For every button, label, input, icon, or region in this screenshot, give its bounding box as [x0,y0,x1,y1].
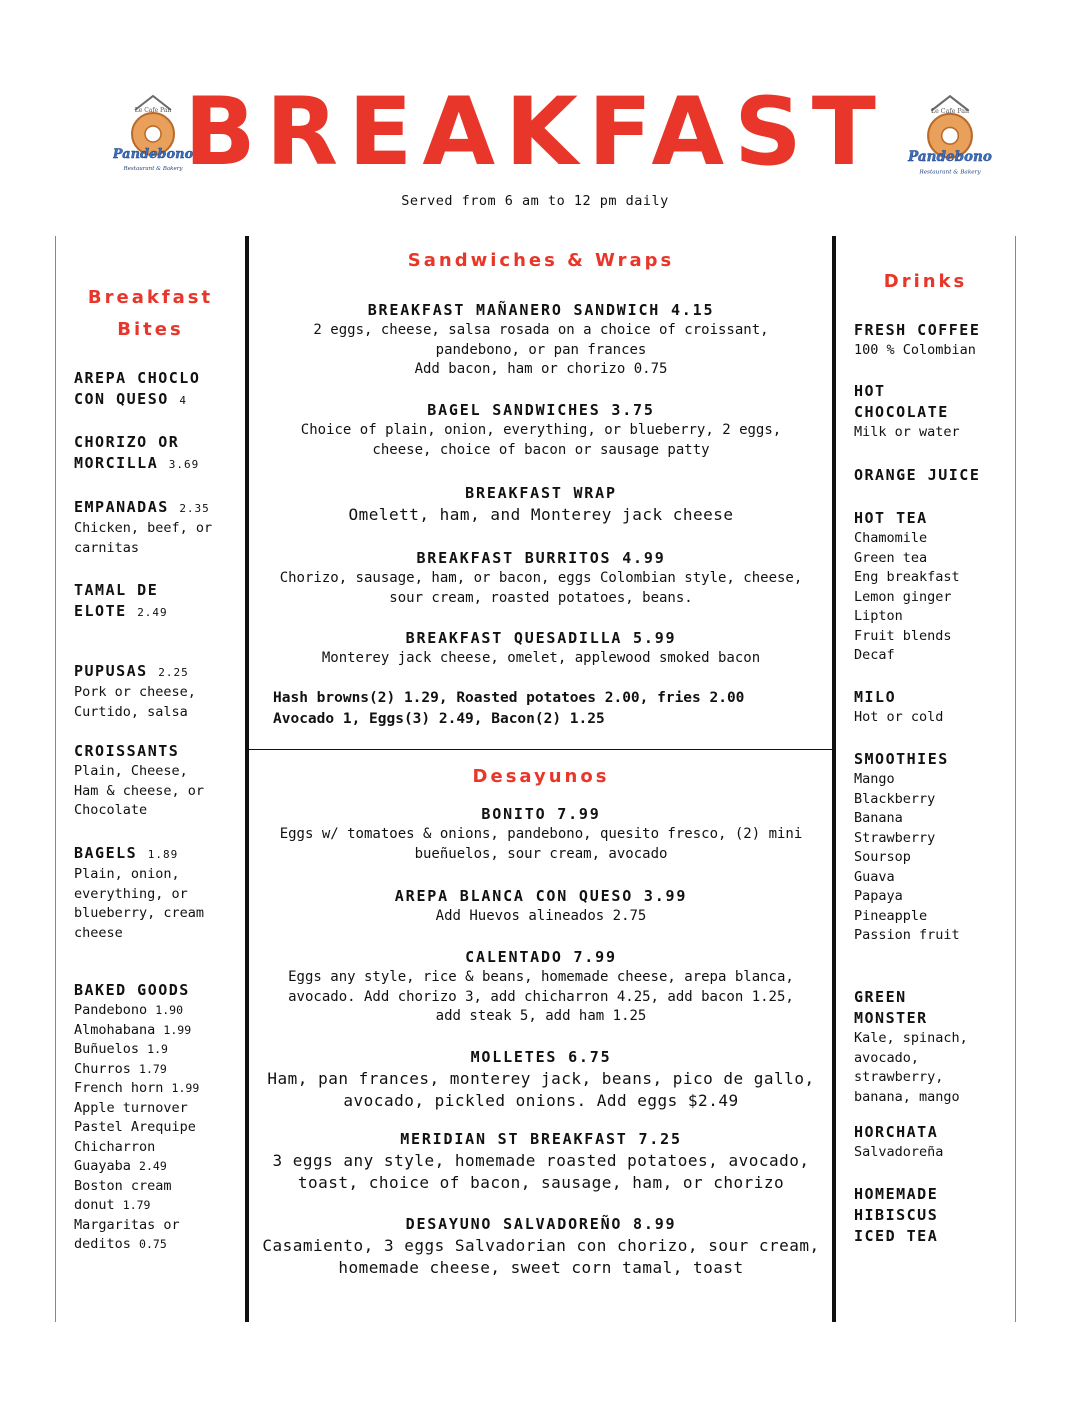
baked-good-name: Guayaba [74,1158,131,1174]
right-outer-rule [1015,236,1016,1322]
baked-good-item [74,1060,239,1080]
bite-description: Pork or cheese, [74,684,196,700]
svg-text:Pandebono: Pandebono [908,148,992,165]
bite-name-row [74,453,244,475]
drink-name: HORCHATA [854,1123,939,1141]
baked-good-price: 1.79 [139,1061,167,1076]
bite-item [74,741,244,821]
baked-good-item [74,1079,239,1099]
baked-good-name: Chicharron [74,1138,156,1155]
menu-item-description: Add bacon, ham or chorizo 0.75 [414,361,668,377]
drink-name: HOMEMADE [854,1185,939,1203]
drink-description: Pineapple [854,907,928,924]
menu-item [249,804,833,864]
menu-item-description: 3 eggs any style, homemade roasted potatoes, avocado, [272,1151,810,1170]
baked-good-price: 1.99 [171,1081,200,1095]
drink-item [854,687,1014,728]
menu-item-name: AREPA BLANCA CON QUESO 3.99 [394,887,688,905]
drink-description: Strawberry [854,829,936,846]
menu-item-description: Monterey jack cheese, omelet, applewood smoked bacon [321,650,761,666]
bite-price: 2.35 [179,502,210,515]
bite-name-row [74,843,244,865]
drink-item [854,381,1014,443]
bite-name: AREPA CHOCLO [74,369,201,387]
drink-item [854,508,1014,666]
drink-description: Papaya [854,888,903,904]
baked-good-item [74,1235,239,1255]
bite-description: blueberry, cream [74,905,205,921]
baked-goods-section [74,980,239,1255]
bite-description: cheese [74,924,123,941]
menu-item-name: BREAKFAST MAÑANERO SANDWICH 4.15 [367,301,715,319]
menu-item [249,483,833,526]
serving-hours: Served from 6 am to 12 pm daily [401,193,669,209]
bite-name: EMPANADAS [74,498,169,516]
sandwiches-heading: Sandwiches & Wraps [407,250,675,271]
menu-item-description: bueñuelos, sour cream, avocado [414,845,668,862]
menu-item-name: BREAKFAST WRAP [465,484,617,502]
drink-name: MILO [854,688,897,706]
breakfast-bites-heading-line1: Breakfast [87,287,214,308]
sides-extras-line: Hash browns(2) 1.29, Roasted potatoes 2.00, fries 2.00 [273,690,745,706]
bite-name: TAMAL DE [74,581,159,599]
drink-description: strawberry, [854,1069,944,1085]
drink-name: GREEN [854,988,907,1006]
drink-name: HIBISCUS [854,1206,939,1224]
baked-good-item [74,1040,239,1060]
menu-item [249,886,833,927]
drink-item [854,465,1014,486]
menu-item [249,1129,833,1194]
baked-good-item [74,1157,239,1177]
menu-item-description: pandebono, or pan frances [435,341,647,358]
bite-price: 3.69 [168,458,200,471]
baked-good-price: 0.75 [139,1237,167,1251]
baked-good-name: deditos [74,1236,131,1252]
menu-item-name: BAGEL SANDWICHES 3.75 [427,401,655,419]
baked-good-item [74,1118,239,1138]
drink-description: Hot or cold [854,709,944,725]
drink-description: Lipton [854,608,903,624]
center-section-divider [249,749,833,750]
breakfast-bites-heading [56,282,245,346]
bite-description: everything, or [74,885,188,902]
baked-good-price: 1.9 [147,1042,168,1056]
drink-description: Soursop [854,849,911,865]
bite-name-row [74,389,244,411]
menu-item [249,947,833,1027]
drink-name: FRESH COFFEE [854,321,981,339]
baked-good-item [74,1138,239,1158]
menu-item-name: MERIDIAN ST BREAKFAST 7.25 [400,1130,682,1148]
bite-name: CROISSANTS [74,742,180,760]
drink-item [854,320,1014,361]
menu-item-description: Add Huevos alineados 2.75 [435,908,647,924]
menu-item-description: Casamiento, 3 eggs Salvadorian con chorizo, sour cream, [262,1236,820,1255]
baked-good-name: French horn [74,1080,164,1096]
drink-description: Banana [854,810,903,826]
drink-description: Green tea [854,549,928,566]
drink-name: HOT TEA [854,509,928,527]
baked-good-item [74,1001,239,1021]
page-title: BREAKFAST [184,78,886,187]
drink-description: Passion fruit [854,927,960,943]
drink-description: Lemon ginger [854,588,952,605]
menu-item-description: 2 eggs, cheese, salsa rosada on a choice of croissant, [313,322,769,338]
baked-goods-title: BAKED GOODS [74,981,190,999]
menu-item-description: avocado. Add chorizo 3, add chicharron 4.25, add bacon 1.25, [288,988,794,1005]
drink-description: Eng breakfast [854,569,960,585]
bite-item [74,580,244,623]
drink-description: 100 % Colombian [854,342,976,358]
menu-item-name: MOLLETES 6.75 [470,1048,612,1066]
menu-item-description: Ham, pan frances, monterey jack, beans, pico de gallo, [267,1069,815,1088]
drink-name: CHOCOLATE [854,403,949,421]
baked-good-price: 1.90 [155,1003,183,1017]
baked-good-item [74,1021,239,1041]
baked-good-name: Churros [74,1060,131,1077]
drink-description: Mango [854,771,895,787]
menu-item-description: toast, choice of bacon, sausage, ham, or chorizo [297,1173,785,1192]
drink-description: Salvadoreña [854,1144,944,1160]
bite-price: 4 [179,394,187,407]
bite-description: Plain, Cheese, [74,763,188,779]
bite-description: carnitas [74,539,140,556]
drink-description: Milk or water [854,424,960,440]
bite-description: Chocolate [74,802,148,818]
drink-description: Decaf [854,647,895,663]
menu-item [249,300,833,380]
menu-item-name: CALENTADO 7.99 [465,948,617,966]
baked-good-item [74,1177,239,1197]
sides-extras [273,688,833,730]
bite-item [74,368,244,411]
menu-item [249,1214,833,1279]
baked-good-item [74,1099,239,1119]
bite-description: Ham & cheese, or [74,782,205,799]
menu-item-name: BREAKFAST BURRITOS 4.99 [416,549,666,567]
desayunos-heading: Desayunos [472,766,610,787]
drink-description: Kale, spinach, [854,1030,968,1046]
baked-good-name: Pastel Arequipe [74,1119,196,1135]
drink-name: MONSTER [854,1009,928,1027]
bite-name: CHORIZO OR [74,433,180,451]
sides-extras-line: Avocado 1, Eggs(3) 2.49, Bacon(2) 1.25 [273,711,605,727]
baked-good-name: Margaritas or [74,1216,180,1233]
baked-good-name: Almohabana [74,1021,156,1038]
svg-text:Le Cafe Pan: Le Cafe Pan [134,107,172,114]
bite-price: 1.89 [147,848,179,861]
baked-good-name: donut [74,1197,115,1213]
bite-name-line2: CON QUESO [74,390,169,408]
menu-item [249,400,833,460]
bite-price: 2.49 [137,606,168,619]
bite-description: Curtido, salsa [74,703,188,720]
menu-item-name: BREAKFAST QUESADILLA 5.99 [405,629,677,647]
drink-description: Guava [854,868,895,885]
drink-description: banana, mango [854,1088,960,1105]
bite-description: Plain, onion, [74,866,180,882]
svg-text:Restaurant & Bakery: Restaurant & Bakery [123,166,183,172]
menu-item-description: Chorizo, sausage, ham, or bacon, eggs Colombian style, cheese, [279,570,803,586]
drink-description: avocado, [854,1049,920,1066]
baked-good-item [74,1196,239,1216]
bite-name-row [74,601,244,623]
menu-item [249,548,833,608]
drink-item [854,749,1014,946]
svg-text:Le Cafe Pan: Le Cafe Pan [930,107,970,115]
baked-good-item [74,1216,239,1236]
baked-good-name: Pandebono [74,1002,148,1018]
menu-item-description: homemade cheese, sweet corn tamal, toast [338,1258,744,1277]
bite-item [74,843,244,943]
left-outer-rule [55,236,56,1322]
baked-good-name: Buñuelos [74,1041,140,1057]
bite-name-row [74,497,244,519]
drink-name: HOT [854,382,886,400]
bite-name: BAGELS [74,844,138,862]
menu-item-description: sour cream, roasted potatoes, beans. [389,589,693,606]
menu-item [249,1047,833,1112]
drink-item [854,1184,1014,1247]
bite-item [74,497,244,558]
menu-item-description: Omelett, ham, and Monterey jack cheese [348,505,734,524]
bite-item [74,661,244,722]
drink-description: Fruit blends [854,627,952,644]
drink-item [854,1122,1014,1163]
bite-name-row [74,661,244,683]
menu-item-description: Eggs any style, rice & beans, homemade cheese, arepa blanca, [288,969,794,985]
drink-name: ICED TEA [854,1227,939,1245]
bite-name-line2: ELOTE [74,602,127,620]
breakfast-bites-heading-line2: Bites [117,319,184,340]
menu-item [249,628,833,669]
baked-good-name: Apple turnover [74,1099,188,1116]
drink-name: ORANGE JUICE [854,466,981,484]
svg-text:Restaurant & Bakery: Restaurant & Bakery [919,169,981,176]
bite-price: 2.25 [158,666,189,679]
bite-name-line2: MORCILLA [74,454,159,472]
menu-item-description: add steak 5, add ham 1.25 [435,1008,647,1024]
menu-item-description: Choice of plain, onion, everything, or blueberry, 2 eggs, [300,422,782,438]
baked-good-name: Boston cream [74,1177,172,1194]
drinks-heading: Drinks [883,271,968,292]
drink-description: Blackberry [854,790,936,807]
drink-name: SMOOTHIES [854,750,949,768]
baked-good-price: 1.79 [122,1198,151,1212]
baked-good-price: 2.49 [139,1159,167,1173]
menu-item-description: cheese, choice of bacon or sausage patty [372,441,710,458]
drink-description: Chamomile [854,530,928,546]
bite-name: PUPUSAS [74,662,148,680]
menu-item-description: Eggs w/ tomatoes & onions, pandebono, quesito fresco, (2) mini [279,826,803,842]
menu-item-name: BONITO 7.99 [481,805,601,823]
svg-text:Pandebono: Pandebono [113,147,193,162]
bite-item [74,432,244,475]
drink-item [854,987,1014,1107]
baked-good-price: 1.99 [163,1022,192,1037]
menu-item-description: avocado, pickled onions. Add eggs $2.49 [343,1091,739,1110]
bite-description: Chicken, beef, or [74,520,213,536]
menu-item-name: DESAYUNO SALVADOREÑO 8.99 [405,1215,677,1233]
